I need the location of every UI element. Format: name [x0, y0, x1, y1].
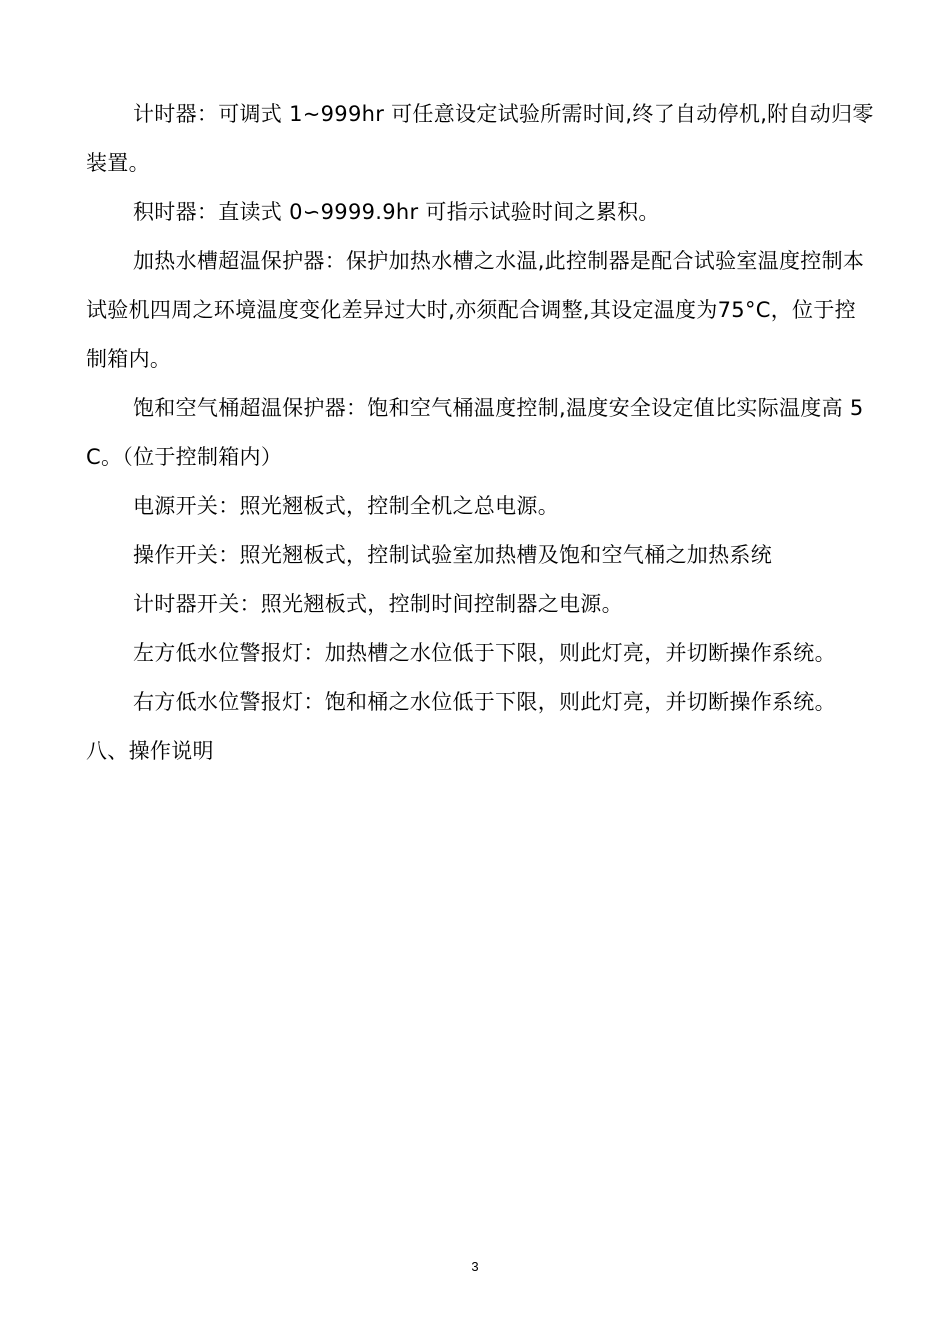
paragraph-accumulating-timer: 积时器：直读式 0∽9999.9hr 可指示试验时间之累积。 [133, 200, 660, 224]
paragraph-air-tank-overtemp-protector: 饱和空气桶超温保护器：饱和空气桶温度控制,温度安全设定值比实际温度高 5C。（位于控制箱内） [86, 396, 864, 469]
document-body [86, 90, 876, 776]
paragraph-power-switch: 电源开关：照光翘板式，控制全机之总电源。 [133, 494, 559, 518]
paragraph-right-low-water-alarm: 右方低水位警报灯：饱和桶之水位低于下限，则此灯亮，并切断操作系统。 [133, 690, 836, 714]
paragraph-operation-switch: 操作开关：照光翘板式，控制试验室加热槽及饱和空气桶之加热系统 [133, 543, 772, 567]
page-number: 3 [471, 1259, 479, 1274]
paragraph-timer-switch: 计时器开关：照光翘板式，控制时间控制器之电源。 [133, 592, 623, 616]
paragraph-timer: 计时器：可调式 1~999hr 可任意设定试验所需时间,终了自动停机,附自动归零装置。 [86, 102, 874, 175]
section-heading: 八、操作说明 [86, 739, 214, 763]
paragraph-left-low-water-alarm: 左方低水位警报灯：加热槽之水位低于下限，则此灯亮，并切断操作系统。 [133, 641, 836, 665]
paragraph-water-tank-overtemp-protector: 加热水槽超温保护器：保护加热水槽之水温,此控制器是配合试验室温度控制本试验机四周之环境温度变化差异过大时,亦须配合调整,其设定温度为75°C，位于控制箱内。 [86, 249, 865, 371]
